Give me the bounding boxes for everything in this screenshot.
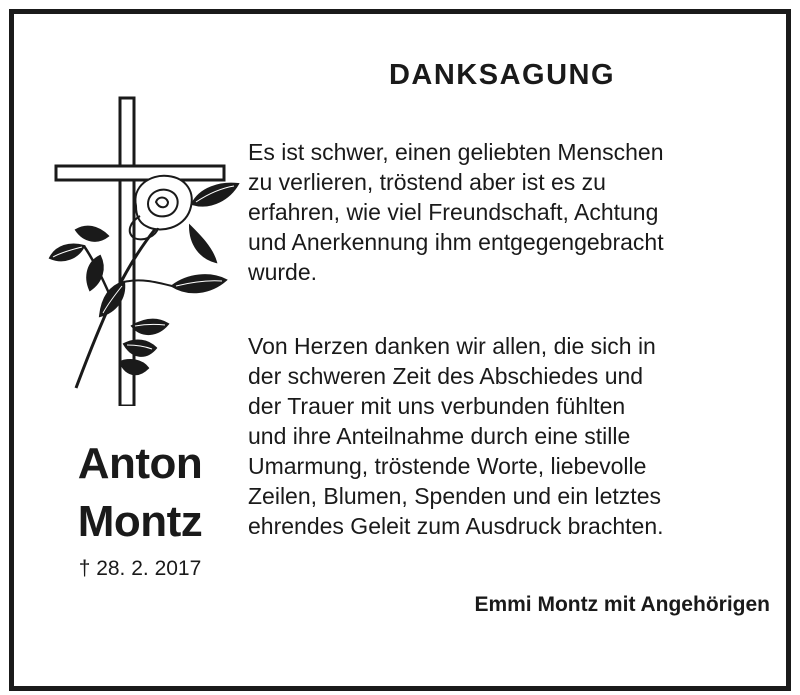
- thanks-paragraph-2: [248, 331, 766, 541]
- rose-icon: [50, 176, 238, 388]
- deceased-last-name: Montz: [77, 497, 203, 546]
- text-line: ehrendes Geleit zum Ausdruck brachten.: [248, 513, 664, 539]
- notice-heading: DANKSAGUNG: [388, 59, 616, 91]
- death-date: † 28. 2. 2017: [78, 557, 202, 580]
- thanks-paragraph-1: [248, 137, 766, 287]
- text-line: Von Herzen danken wir allen, die sich in: [248, 333, 656, 359]
- text-line: Zeilen, Blumen, Spenden und ein letztes: [248, 483, 661, 509]
- text-line: der schweren Zeit des Abschiedes und: [248, 363, 644, 389]
- text-line: erfahren, wie viel Freundschaft, Achtung: [248, 199, 659, 225]
- cross-with-rose-artwork: [40, 86, 240, 406]
- text-line: Es ist schwer, einen geliebten Menschen: [248, 139, 664, 165]
- text-line: und Anerkennung ihm entgegengebracht: [248, 229, 664, 255]
- deceased-first-name: Anton: [77, 439, 203, 488]
- text-line: wurde.: [248, 259, 318, 285]
- text-line: Umarmung, tröstende Worte, liebevolle: [248, 453, 647, 479]
- signature: Emmi Montz mit Angehörigen: [474, 593, 770, 616]
- text-line: und ihre Anteilnahme durch eine stille: [248, 423, 631, 449]
- text-line: der Trauer mit uns verbunden fühlten: [248, 393, 626, 419]
- text-line: zu verlieren, tröstend aber ist es zu: [248, 169, 606, 195]
